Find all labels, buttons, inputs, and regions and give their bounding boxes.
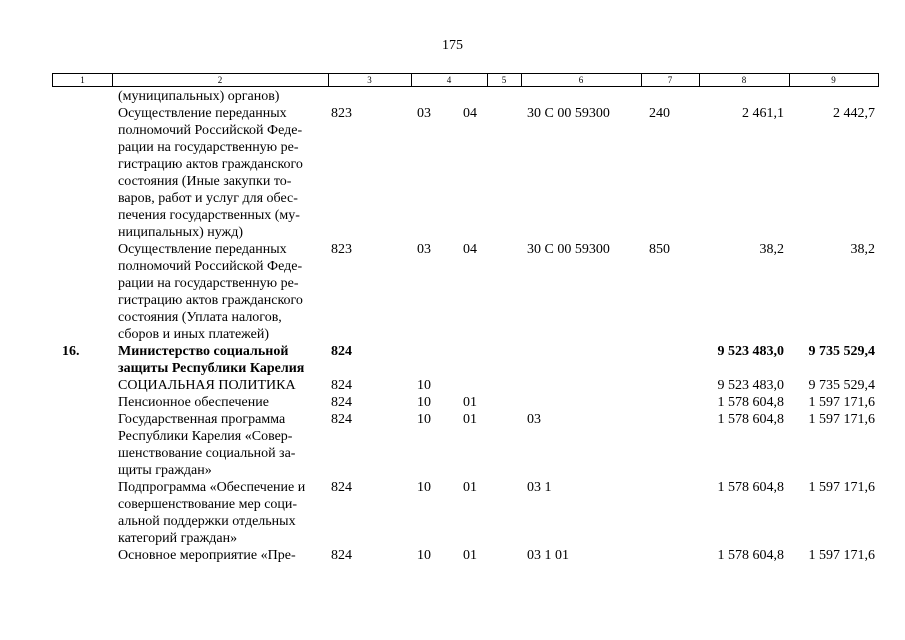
amount-year-2: 9 735 529,4 [808, 344, 875, 359]
subsection-code: 01 [463, 395, 477, 410]
header-cell-2: 2 [217, 75, 223, 85]
row-name-line: полномочий Российской Феде- [118, 259, 303, 274]
subsection-code: 04 [463, 242, 477, 257]
section-code: 03 [417, 242, 431, 257]
header-cell-1: 1 [80, 75, 85, 85]
row-name-line: Министерство социальной [118, 344, 289, 359]
ministry-code: 824 [331, 344, 352, 359]
row-name-line: печения государственных (му- [118, 208, 300, 223]
row-name-line: совершенствование мер соци- [118, 497, 298, 512]
row-name [118, 394, 323, 411]
amount-year-2: 1 597 171,6 [808, 480, 875, 495]
header-cell-9: 9 [831, 75, 836, 85]
subsection-code: 01 [463, 480, 477, 495]
section-code: 10 [417, 395, 431, 410]
row-name [118, 377, 323, 394]
amount-year-1: 2 461,1 [742, 106, 784, 121]
section-code: 10 [417, 480, 431, 495]
header-cell-4: 4 [446, 75, 452, 85]
header-cell-6: 6 [578, 75, 584, 85]
row-name [118, 547, 323, 564]
section-code: 10 [417, 378, 431, 393]
section-code: 03 [417, 106, 431, 121]
row-name-line: защиты Республики Карелия [118, 361, 305, 376]
target-article-code: 30 С 00 59300 [527, 242, 610, 257]
ministry-code: 824 [331, 378, 352, 393]
row-name-line: Пенсионное обеспечение [118, 395, 269, 410]
header-cell-5: 5 [501, 75, 507, 85]
ministry-code: 824 [331, 480, 352, 495]
amount-year-2: 1 597 171,6 [808, 412, 875, 427]
ministry-code: 824 [331, 548, 352, 563]
row-name-line: ниципальных) нужд) [118, 225, 243, 240]
row-name-line: Государственная программа [118, 412, 286, 427]
row-name-line: Осуществление переданных [118, 106, 287, 121]
amount-year-1: 38,2 [759, 242, 784, 257]
amount-year-1: 9 523 483,0 [717, 378, 784, 393]
row-name-line: Подпрограмма «Обеспечение и [118, 480, 306, 495]
amount-year-1: 1 578 604,8 [717, 395, 784, 410]
row-name-line: Осуществление переданных [118, 242, 287, 257]
header-cell-8: 8 [741, 75, 747, 85]
row-name-line: альной поддержки отдельных [118, 514, 296, 529]
row-name-line: сборов и иных платежей) [118, 327, 270, 342]
row-name-line: гистрацию актов гражданского [118, 157, 303, 172]
row-name-line: Основное мероприятие «Пре- [118, 548, 296, 563]
row-name-line: рации на государственную ре- [118, 276, 299, 291]
row-name [118, 479, 323, 547]
target-article-code: 03 [527, 412, 541, 427]
row-number: 16. [62, 344, 80, 359]
row-name-line: СОЦИАЛЬНАЯ ПОЛИТИКА [118, 378, 296, 393]
subsection-code: 04 [463, 106, 477, 121]
header-cell-7: 7 [667, 75, 673, 85]
amount-year-1: 1 578 604,8 [717, 480, 784, 495]
row-name-line: полномочий Российской Феде- [118, 123, 303, 138]
row-name-line: категорий граждан» [118, 531, 238, 546]
expense-type-code: 240 [649, 106, 670, 121]
amount-year-1: 1 578 604,8 [717, 412, 784, 427]
ministry-code: 824 [331, 395, 352, 410]
amount-year-1: 1 578 604,8 [717, 548, 784, 563]
amount-year-2: 1 597 171,6 [808, 548, 875, 563]
page-number: 175 [442, 38, 463, 53]
expense-type-code: 850 [649, 242, 670, 257]
row-name [118, 105, 323, 241]
row-name-line: (муниципальных) органов) [118, 89, 280, 104]
section-code: 10 [417, 548, 431, 563]
row-name-line: варов, работ и услуг для обес- [118, 191, 298, 206]
row-name [118, 241, 323, 343]
row-name [118, 343, 323, 377]
amount-year-1: 9 523 483,0 [717, 344, 784, 359]
row-name-line: шенствование социальной за- [118, 446, 296, 461]
row-name [118, 88, 323, 105]
ministry-code: 823 [331, 242, 352, 257]
target-article-code: 30 С 00 59300 [527, 106, 610, 121]
subsection-code: 01 [463, 548, 477, 563]
row-name-line: состояния (Уплата налогов, [118, 310, 282, 325]
target-article-code: 03 1 [527, 480, 552, 495]
amount-year-2: 38,2 [850, 242, 875, 257]
target-article-code: 03 1 01 [527, 548, 569, 563]
row-name-line: рации на государственную ре- [118, 140, 299, 155]
row-name [118, 411, 323, 479]
ministry-code: 824 [331, 412, 352, 427]
row-name-line: Республики Карелия «Совер- [118, 429, 293, 444]
row-name-line: щиты граждан» [118, 463, 212, 478]
header-cell-3: 3 [367, 75, 372, 85]
row-name-line: состояния (Иные закупки то- [118, 174, 292, 189]
amount-year-2: 9 735 529,4 [808, 378, 875, 393]
amount-year-2: 1 597 171,6 [808, 395, 875, 410]
section-code: 10 [417, 412, 431, 427]
ministry-code: 823 [331, 106, 352, 121]
amount-year-2: 2 442,7 [833, 106, 875, 121]
row-name-line: гистрацию актов гражданского [118, 293, 303, 308]
subsection-code: 01 [463, 412, 477, 427]
